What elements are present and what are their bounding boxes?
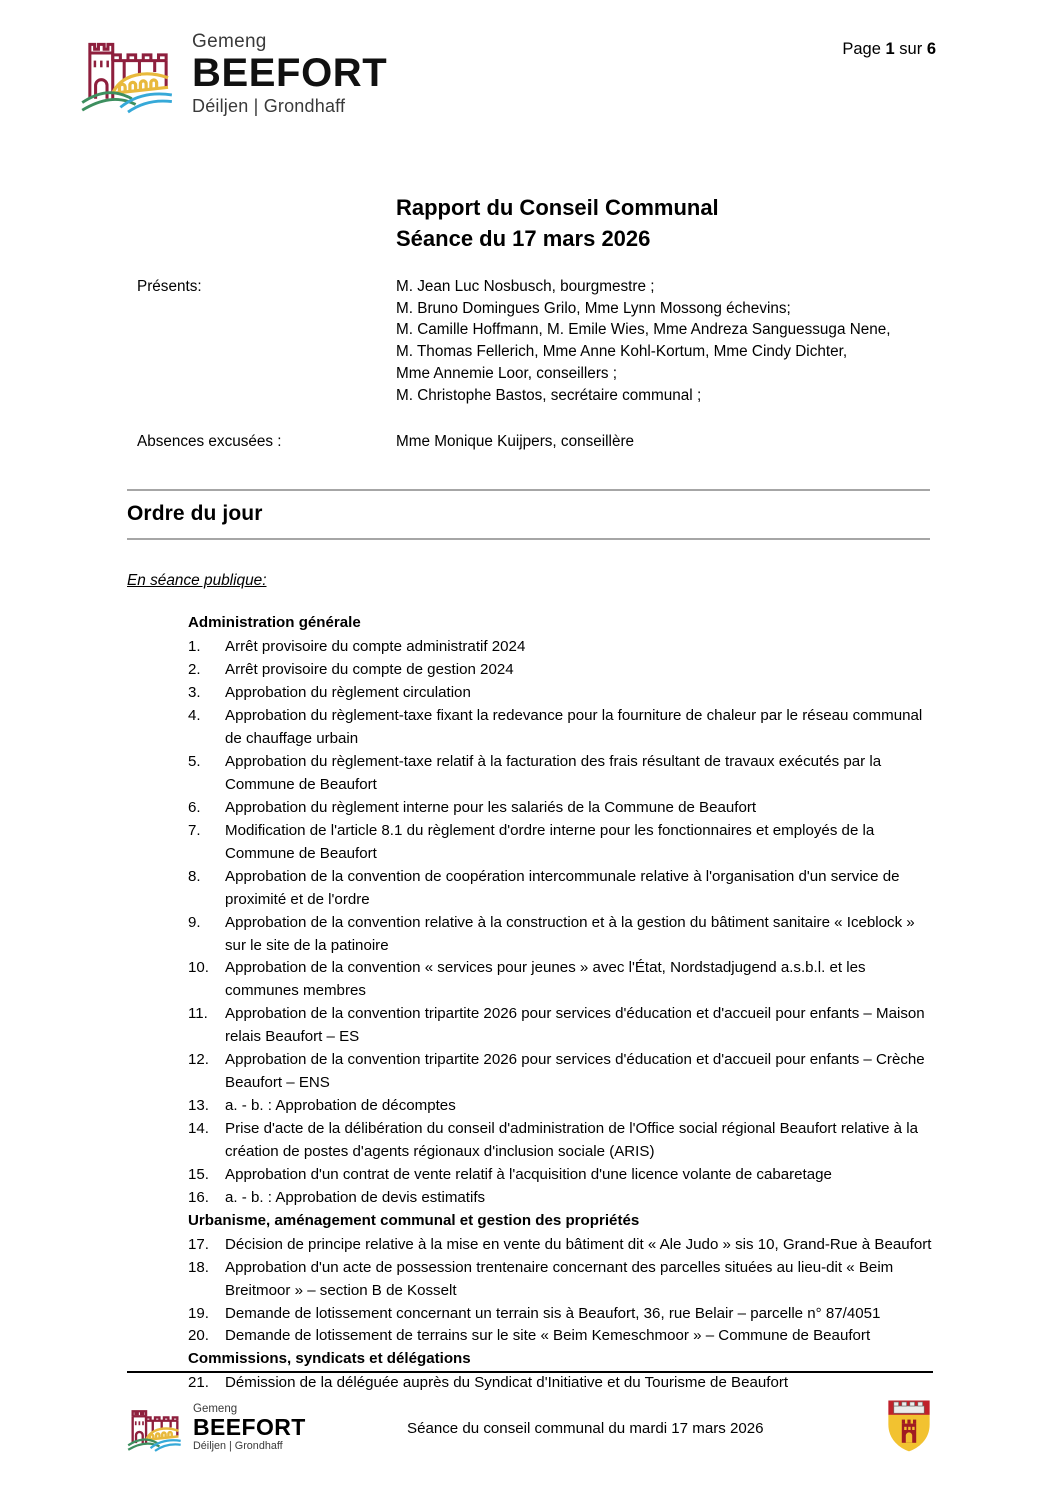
attendees-excused-row bbox=[137, 431, 937, 453]
page-number-total: 6 bbox=[926, 40, 936, 58]
attendee-line: Mme Annemie Loor, conseillers ; bbox=[396, 364, 618, 382]
footer-rule bbox=[127, 1371, 933, 1373]
attendee-line: M. Christophe Bastos, secrétaire communal ; bbox=[396, 386, 702, 404]
footer-center-text: Séance du conseil communal du mardi 17 mars 2026 bbox=[407, 1419, 764, 1437]
agenda-item-text: Approbation d'un acte de possession trentenaire concernant des parcelles situées au lieu-dit « Beim Breitmoor » – section B de Kosselt bbox=[225, 1258, 894, 1299]
agenda-item-number: 7. bbox=[188, 821, 201, 839]
agenda-item-number: 6. bbox=[188, 798, 201, 816]
agenda-item bbox=[188, 705, 933, 751]
agenda-item-text: Approbation du règlement interne pour les salariés de la Commune de Beaufort bbox=[225, 798, 757, 816]
agenda-item-text: Approbation de la convention tripartite 2026 pour services d'éducation et d'accueil pour enfants – Crèche Beaufort – ENS bbox=[225, 1051, 925, 1092]
agenda-item-number: 17. bbox=[188, 1235, 209, 1253]
agenda-item-text: Approbation du règlement-taxe fixant la redevance pour la fourniture de chaleur par le réseau communal de chauffage urbain bbox=[225, 707, 923, 748]
header-logo-text bbox=[192, 32, 387, 115]
agenda-item-number: 3. bbox=[188, 684, 201, 702]
page-number-label: Page bbox=[842, 40, 881, 58]
agenda-item-number: 5. bbox=[188, 753, 201, 771]
agenda-item bbox=[188, 1118, 933, 1164]
agenda-item-number: 16. bbox=[188, 1188, 209, 1206]
agenda-item-text: Approbation du règlement circulation bbox=[225, 684, 471, 702]
agenda-item-number: 1. bbox=[188, 638, 201, 656]
agenda-item bbox=[188, 1164, 933, 1187]
agenda-item bbox=[188, 1049, 933, 1095]
attendees-present-label: Présents: bbox=[137, 278, 202, 295]
agenda-list bbox=[127, 612, 933, 1395]
agenda-item-text: a. - b. : Approbation de décomptes bbox=[225, 1097, 456, 1115]
page-title bbox=[396, 192, 719, 254]
agenda-item-number: 14. bbox=[188, 1120, 209, 1138]
header-logo bbox=[80, 32, 387, 115]
agenda-item-text: Arrêt provisoire du compte de gestion 2024 bbox=[225, 661, 514, 679]
section-heading: Ordre du jour bbox=[127, 502, 263, 525]
agenda-item bbox=[188, 636, 933, 659]
attendee-line: M. Thomas Fellerich, Mme Anne Kohl-Kortum, Mme Cindy Dichter, bbox=[396, 343, 848, 361]
agenda-item-number: 8. bbox=[188, 867, 201, 885]
agenda-item-number: 13. bbox=[188, 1097, 209, 1115]
page-title-line2: Séance du 17 mars 2026 bbox=[396, 226, 651, 252]
agenda-item-text: Arrêt provisoire du compte administratif 2024 bbox=[225, 638, 526, 656]
logo-beefort-label: BEEFORT bbox=[192, 51, 388, 95]
agenda-item-text: Modification de l'article 8.1 du règlement d'ordre interne pour les fonctionnaires et employés de la Commune de Beaufort bbox=[225, 821, 875, 862]
agenda-item-number: 20. bbox=[188, 1327, 209, 1345]
page-title-line1: Rapport du Conseil Communal bbox=[396, 195, 719, 220]
footer-row bbox=[127, 1389, 933, 1467]
footer-logo-beefort-label: BEEFORT bbox=[193, 1414, 306, 1441]
attendees-present-names bbox=[396, 276, 891, 406]
agenda-block bbox=[127, 569, 933, 1395]
agenda-item bbox=[188, 912, 933, 958]
attendee-line: M. Camille Hoffmann, M. Emile Wies, Mme Andreza Sanguessuga Nene, bbox=[396, 321, 891, 339]
agenda-intro-label: En séance publique: bbox=[127, 572, 267, 589]
agenda-item bbox=[188, 659, 933, 682]
agenda-item-text: Décision de principe relative à la mise en vente du bâtiment dit « Ale Judo » sis 10, Grand-Rue à Beaufort bbox=[225, 1235, 932, 1253]
footer-logo bbox=[127, 1404, 377, 1452]
attendees-excused-label: Absences excusées : bbox=[137, 433, 282, 451]
agenda-item bbox=[188, 1187, 933, 1210]
agenda-item bbox=[188, 957, 933, 1003]
agenda-item-number: 18. bbox=[188, 1258, 209, 1276]
agenda-item-number: 9. bbox=[188, 913, 201, 931]
attendee-line: M. Jean Luc Nosbusch, bourgmestre ; bbox=[396, 278, 655, 295]
footer-logo-text bbox=[193, 1404, 306, 1452]
agenda-item bbox=[188, 1003, 933, 1049]
agenda-item bbox=[188, 682, 933, 705]
agenda-item-number: 19. bbox=[188, 1304, 209, 1322]
agenda-item-number: 2. bbox=[188, 661, 201, 679]
attendee-line: Mme Monique Kuijpers, conseillère bbox=[396, 433, 635, 451]
logo-gemeng-label: Gemeng bbox=[192, 31, 267, 52]
footer-logo-gemeng-label: Gemeng bbox=[193, 1402, 238, 1415]
agenda-item-text: Approbation de la convention de coopération intercommunale relative à l'organisation d'un service de proximité et de l'ordre bbox=[225, 867, 900, 908]
agenda-item bbox=[188, 1325, 933, 1348]
agenda-item-text: Approbation de la convention tripartite 2026 pour services d'éducation et d'accueil pour enfants – Maison relais Beaufort – ES bbox=[225, 1005, 925, 1046]
section-ordre-du-jour bbox=[127, 489, 930, 540]
attendees-present-row bbox=[137, 276, 937, 406]
agenda-item-text: a. - b. : Approbation de devis estimatifs bbox=[225, 1188, 486, 1206]
agenda-item-text: Approbation de la convention relative à la construction et à la gestion du bâtiment sanitaire « Iceblock » sur le site de la patinoire bbox=[225, 913, 915, 954]
page-number-of: sur bbox=[899, 40, 923, 58]
page-header bbox=[0, 26, 1058, 146]
agenda-item-text: Démission de la déléguée auprès du Syndicat d'Initiative et du Tourisme de Beaufort bbox=[225, 1374, 789, 1392]
agenda-item-text: Demande de lotissement de terrains sur le site « Beim Kemeschmoor » – Commune de Beaufort bbox=[225, 1327, 871, 1345]
agenda-item bbox=[188, 797, 933, 820]
agenda-item bbox=[188, 1303, 933, 1326]
beaufort-coat-of-arms-icon bbox=[885, 1397, 933, 1460]
footer-logo-subtitle-label: Déiljen | Grondhaff bbox=[193, 1440, 283, 1453]
agenda-item-text: Prise d'acte de la délibération du conseil d'administration de l'Office social régional Beaufort relative à la création de postes d'agents régionaux d'inclusion sociale (ARIS) bbox=[225, 1120, 919, 1160]
beefort-castle-logo-icon bbox=[127, 1404, 183, 1452]
agenda-item-text: Demande de lotissement concernant un terrain sis à Beaufort, 36, rue Belair – parcelle n° 87/4051 bbox=[225, 1304, 881, 1322]
attendee-line: M. Bruno Domingues Grilo, Mme Lynn Mossong échevins; bbox=[396, 299, 791, 317]
agenda-item-number: 12. bbox=[188, 1051, 209, 1069]
agenda-item-number: 10. bbox=[188, 959, 209, 977]
agenda-category-heading: Urbanisme, aménagement communal et gestion des propriétés bbox=[188, 1211, 640, 1229]
page-number-current: 1 bbox=[885, 40, 895, 58]
agenda-item-text: Approbation du règlement-taxe relatif à la facturation des frais résultant de travaux exécutés par la Commune de Beaufort bbox=[225, 753, 882, 793]
agenda-item bbox=[188, 751, 933, 797]
agenda-item bbox=[188, 1234, 933, 1257]
agenda-item bbox=[188, 820, 933, 866]
agenda-item bbox=[188, 1257, 933, 1303]
attendees-block bbox=[137, 276, 937, 453]
logo-subtitle-label: Déiljen | Grondhaff bbox=[192, 95, 346, 116]
agenda-item-text: Approbation d'un contrat de vente relatif à l'acquisition d'une licence volante de cabaretage bbox=[225, 1165, 832, 1183]
agenda-item-number: 21. bbox=[188, 1374, 209, 1392]
agenda-item-text: Approbation de la convention « services pour jeunes » avec l'État, Nordstadjugend a.s.b.l. et les communes membres bbox=[225, 959, 866, 1000]
agenda-item bbox=[188, 1095, 933, 1118]
agenda-item bbox=[188, 866, 933, 912]
agenda-item-number: 4. bbox=[188, 707, 201, 725]
agenda-item-number: 15. bbox=[188, 1165, 209, 1183]
agenda-item-number: 11. bbox=[188, 1005, 208, 1023]
page-footer bbox=[127, 1371, 933, 1467]
footer-shield bbox=[875, 1397, 933, 1460]
beefort-castle-logo-icon bbox=[80, 32, 176, 114]
agenda-category-heading: Commissions, syndicats et délégations bbox=[188, 1350, 471, 1368]
page-number bbox=[842, 40, 936, 59]
attendees-excused-names bbox=[396, 431, 634, 453]
agenda-category-heading: Administration générale bbox=[188, 614, 361, 632]
section-rule-bottom bbox=[127, 538, 930, 540]
